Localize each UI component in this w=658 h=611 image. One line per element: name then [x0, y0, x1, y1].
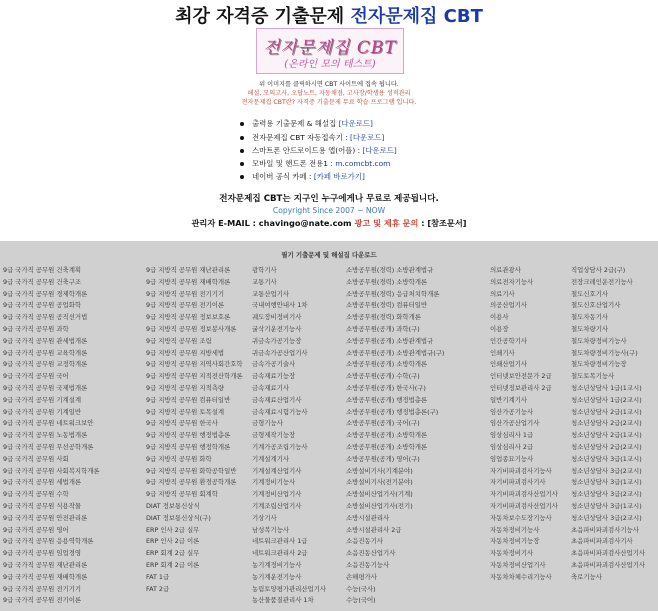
exam-link[interactable]: FAT 2급 — [146, 584, 170, 593]
exam-link[interactable]: 교통산업기사 — [252, 289, 290, 298]
exam-column-5 — [490, 265, 558, 584]
exam-link[interactable]: 9급 지방직 공무원 재난관리론 — [146, 266, 231, 274]
exam-link[interactable]: 청소년상담사 3급(1교시) — [571, 501, 642, 510]
exam-link[interactable]: 소음진동산업기사 — [346, 549, 396, 558]
exam-link[interactable]: 축로기능사 — [571, 572, 602, 581]
exam-column-2 — [146, 265, 243, 595]
link-item-label: 네이버 공식 카페 : — [252, 172, 314, 181]
exam-link[interactable]: 자동차정비기능장 — [490, 537, 540, 546]
exam-column-4 — [346, 265, 444, 607]
exam-link[interactable]: 의료관광사 — [490, 266, 521, 274]
exam-link[interactable]: 청소년상담사 2급(2교시) — [571, 442, 642, 451]
exam-link[interactable]: 철도토목기능사 — [571, 372, 615, 381]
link-item-mobile — [240, 158, 390, 169]
exam-link[interactable]: 9급 국가직 공무원 사회복지학개론 — [3, 466, 100, 475]
exam-link[interactable]: 손해평가사 — [346, 572, 377, 581]
exam-link[interactable]: 직업상담사 2급(구) — [571, 266, 626, 274]
exam-link[interactable]: 기계정비산업기사 — [252, 490, 302, 499]
exam-link[interactable]: 청소년상담사 3급(2교시) — [571, 490, 642, 499]
exam-link[interactable]: 9급 지방직 공무원 전기기기 — [146, 289, 225, 298]
exam-link[interactable]: 9급 지방직 공무원 환경공학개론 — [146, 478, 237, 487]
auto-connector-download-link[interactable]: [다운로드] — [350, 133, 385, 142]
exam-link[interactable]: 청소년상담사 1급(1교시) — [571, 383, 642, 392]
exam-link[interactable]: 소방공무원(공개) 소방학개론 — [346, 431, 428, 440]
exam-link[interactable]: 자기비파괴검사기능사 — [490, 466, 552, 475]
exam-link[interactable]: 9급 국가직 공무원 사회 — [3, 454, 69, 463]
exam-link[interactable]: 소방공무원(공개) 소방관계법규(구) — [346, 348, 445, 357]
exam-link[interactable]: 9급 지방직 공무원 정보봉사개론 — [146, 324, 237, 333]
exam-link[interactable]: 소방설비산업기사(기계) — [346, 490, 413, 499]
exam-link[interactable]: 9급 지방직 공무원 전기이론 — [146, 301, 225, 310]
link-item-label: 출력용 기출문제 & 해설집 — [252, 119, 339, 128]
logo-line2: (온라인 모의 테스트) — [284, 59, 376, 70]
exam-link[interactable]: 임업종묘기능사 — [490, 454, 534, 463]
info-features: 해설, 모의고사, 오답노트, 자동채점, 고사장/학생용 성적관리 — [247, 90, 411, 97]
exam-link[interactable]: 9급 국가직 공무원 무선공학개론 — [3, 442, 94, 451]
exam-link[interactable]: 기계조립산업기사 — [252, 501, 302, 510]
exam-link[interactable]: 소방설비기사(기계분야) — [346, 466, 413, 475]
exam-link[interactable]: 자동차정비산업기사 — [490, 560, 546, 569]
exam-link[interactable]: 철도자동기사 — [571, 313, 609, 322]
exam-link[interactable]: 철도차량정비기능사(구) — [571, 348, 638, 357]
exam-link[interactable]: 소방공무원(경력) 컴퓨터일반 — [346, 301, 428, 310]
exam-link[interactable]: 초음파비파괴검사기능사 — [571, 525, 639, 534]
link-item-naver-cafe — [240, 171, 365, 182]
exam-link[interactable]: 9급 국가직 공무원 건축계획 — [3, 266, 82, 274]
exam-link[interactable]: DIAT 정보통신상식(구) — [146, 513, 211, 522]
reference-doc-link[interactable]: : [참조문서] — [418, 218, 467, 228]
exam-link[interactable]: 소방공무원(공개) 행정법총론(구) — [346, 407, 439, 416]
exam-link[interactable]: 9급 국가직 공무원 전기기기 — [3, 584, 82, 593]
exam-link[interactable]: 금속재료기능장 — [252, 372, 296, 381]
exam-link[interactable]: 금속재료산업기사 — [252, 395, 302, 404]
exam-link[interactable]: 9급 국가직 공무원 전기이론 — [3, 596, 82, 605]
exam-link[interactable]: 9급 지방직 공무원 지역사회간호학 — [146, 360, 243, 369]
exam-link[interactable]: 금형기능사 — [252, 419, 283, 428]
exam-link[interactable]: 9급 국가직 공무원 국어 — [3, 372, 69, 381]
exam-link[interactable]: 소방공무원(공개) 소방관계법규 — [346, 336, 434, 345]
exam-link[interactable]: 교통기사 — [252, 277, 277, 286]
exam-link[interactable]: 이용사 — [490, 313, 509, 322]
exam-link[interactable]: 9급 국가직 공무원 관세법개론 — [3, 336, 88, 345]
mobile-site-link[interactable]: m.comcbt.com — [335, 159, 391, 168]
exam-link[interactable]: 금속가공기술사 — [252, 360, 296, 369]
exam-link[interactable]: ERP 회계 2급 실무 — [146, 549, 200, 558]
exam-link[interactable]: 9급 지방직 공무원 화학 — [146, 454, 212, 463]
exam-link[interactable]: 9급 국가직 공무원 공업화학 — [3, 301, 82, 310]
exam-link[interactable]: DIAT 정보통신상식 — [146, 501, 200, 510]
link-item-label: 전자문제집 CBT 자동접속기 : — [252, 133, 351, 142]
exam-column-3 — [252, 265, 326, 607]
exam-link[interactable]: 소방공무원(공개) 과학(구) — [346, 324, 420, 333]
exam-link[interactable]: 청소년상담사 2급(1교시) — [571, 431, 642, 440]
exam-link[interactable]: 철도차량기사 — [571, 324, 609, 333]
exam-link[interactable]: 소방공무원(경력) 소방학개론 — [346, 277, 428, 286]
exam-link[interactable]: 임상심리사 2급 — [490, 442, 534, 451]
exam-download-panel — [0, 241, 658, 611]
exam-link[interactable]: 소방공무원(경력) 응급처치학개론 — [346, 289, 440, 298]
exam-link[interactable]: 9급 지방직 공무원 정보보호론 — [146, 313, 231, 322]
exam-link[interactable]: 초음파비파괴검사산업기사 — [571, 560, 646, 569]
cbt-logo-banner[interactable] — [256, 28, 404, 74]
exam-link[interactable]: 자동차보수도장기능사 — [490, 513, 552, 522]
exam-link[interactable]: 9급 지방직 공무원 회계학 — [146, 490, 218, 499]
exam-column-6 — [571, 265, 645, 584]
copyright: Copyright Since 2007 ~ NOW — [272, 206, 386, 215]
exam-link[interactable]: 청소년상담사 3급(1교시) — [571, 478, 642, 487]
exam-link[interactable]: 9급 국가직 공무원 노동법개론 — [3, 431, 88, 440]
exam-link[interactable]: 의료전자기능사 — [490, 277, 534, 286]
exam-link[interactable]: 인간공학기사 — [490, 336, 528, 345]
exam-link[interactable]: 9급 지방직 공무원 화학공학일반 — [146, 466, 237, 475]
bullet-icon — [240, 162, 244, 166]
exam-link[interactable]: 소방공무원(공개) 영어(구) — [346, 454, 420, 463]
ad-inquiry-link[interactable]: 광고 및 제휴 문의 — [354, 218, 419, 228]
exam-link[interactable]: 남성복기능사 — [252, 525, 290, 534]
exam-link[interactable]: 국내여행안내사 1차 — [252, 301, 308, 310]
exam-link[interactable]: 인터넷정보관리사 2급 — [490, 383, 552, 392]
exam-link[interactable]: 인쇄기사 — [490, 348, 515, 357]
logo-line1: 전자문제집 CBT — [263, 38, 397, 58]
exam-link[interactable]: 9급 국가직 공무원 재난관리론 — [3, 560, 88, 569]
exam-link[interactable]: 자기비파괴검사산업기사 — [490, 501, 558, 510]
exam-link[interactable]: 9급 지방직 공무원 지적전산학개론 — [146, 372, 243, 381]
exam-link[interactable]: 9급 국가직 공무원 임업경영 — [3, 549, 82, 558]
exam-link[interactable]: 철도신호기사 — [571, 289, 609, 298]
exam-link[interactable]: 소방공무원(경력) 화학개론 — [346, 313, 421, 322]
exam-link[interactable]: 소방시설관리사 — [346, 513, 390, 522]
bullet-icon — [240, 149, 244, 153]
exam-link[interactable]: FAT 1급 — [146, 572, 170, 581]
exam-link[interactable]: 9급 국가직 공무원 교정학개론 — [3, 360, 88, 369]
exam-link[interactable]: 금속재료기사 — [252, 383, 290, 392]
exam-link[interactable]: 네트워크관리사 1급 — [252, 537, 308, 546]
exam-link[interactable]: 청소년상담사 2급(2교시) — [571, 419, 642, 428]
exam-link[interactable]: 9급 국가직 공무원 식용작물 — [3, 501, 82, 510]
exam-link[interactable]: 수능(국어) — [346, 596, 376, 605]
exam-link[interactable]: 청소년상담사 3급(2교시) — [571, 513, 642, 522]
bullet-icon — [240, 175, 244, 179]
exam-link[interactable]: 기계설계산업기사 — [252, 466, 302, 475]
admin-email[interactable]: 관리자 E-MAIL : chavingo@nate.com — [191, 218, 352, 228]
exam-link[interactable]: 궤도장비정비기사 — [252, 313, 302, 322]
exam-link[interactable]: 9급 지방직 공무원 재배학개론 — [146, 277, 231, 286]
exam-link[interactable]: 소음진동기사 — [346, 537, 384, 546]
exam-link[interactable]: 금속재료시험기능사 — [252, 407, 308, 416]
exam-link[interactable]: 9급 국가직 공무원 재배학개론 — [3, 572, 88, 581]
android-app-download-link[interactable]: [다운로드] — [362, 146, 397, 155]
free-notice: 전자문제집 CBT는 지구인 누구에게나 무료로 제공됩니다. — [219, 194, 439, 204]
title-main: 최강 자격증 기출문제 — [175, 6, 345, 27]
exam-link[interactable]: 기계가공조립기능사 — [252, 442, 308, 451]
exam-link[interactable]: 기계정비기능사 — [252, 478, 296, 487]
exam-link[interactable]: 9급 지방직 공무원 컴퓨터일반 — [146, 395, 231, 404]
exam-link[interactable]: 9급 국가직 공무원 경제학개론 — [3, 289, 88, 298]
panel-heading: 필기 기출문제 및 해설집 다운로드 — [281, 251, 377, 259]
title-accent: 전자문제집 CBT — [350, 6, 483, 27]
exam-link[interactable]: 자동차정비기능사 — [490, 525, 540, 534]
exam-link[interactable]: 9급 국가직 공무원 기계설계 — [3, 395, 82, 404]
page-title — [0, 2, 658, 28]
exam-link[interactable]: 의공산업기사 — [490, 301, 528, 310]
exam-link[interactable]: 9급 국가직 공무원 수학 — [3, 490, 69, 499]
exam-link[interactable]: 자기비파괴검사산업기사 — [490, 490, 558, 499]
exam-link[interactable]: 소방공무원(경력) 소방관계법규 — [346, 266, 434, 274]
exam-link[interactable]: 9급 국가직 공무원 건축구조 — [3, 277, 82, 286]
exam-link[interactable]: 9급 지방직 공무원 행정학개론 — [146, 442, 231, 451]
exam-link[interactable]: 청소년상담사 3급(1교시) — [571, 454, 642, 463]
exam-link[interactable]: 9급 국가직 공무원 공직선거법 — [3, 313, 88, 322]
exam-link[interactable]: 9급 지방직 공무원 지적측량 — [146, 383, 225, 392]
exam-link[interactable]: 자기비파괴검사기사 — [490, 478, 546, 487]
exam-link[interactable]: 인쇄산업기사 — [490, 360, 528, 369]
exam-link[interactable]: 9급 국가직 공무원 국제법개론 — [3, 383, 88, 392]
exam-link[interactable]: 네트워크관리사 2급 — [252, 549, 308, 558]
exam-link[interactable]: ERP 인사 2급 실무 — [146, 525, 200, 534]
exam-link[interactable]: 9급 지방직 공무원 한국사 — [146, 419, 218, 428]
bullet-icon — [240, 136, 244, 140]
exam-link[interactable]: 인터넷보안전문가 2급 — [490, 372, 552, 381]
exam-link[interactable]: 9급 국가직 공무원 네트워크보안 — [3, 419, 94, 428]
exam-link[interactable]: 소방공무원(공개) 소방학개론 — [346, 442, 428, 451]
exam-column-1 — [3, 265, 100, 607]
exam-link[interactable]: 철도차량정비기능사 — [571, 336, 627, 345]
exam-link[interactable]: 초음파비파괴검사기사 — [571, 537, 633, 546]
exam-link[interactable]: 굴삭기운전기능사 — [252, 324, 302, 333]
exam-link[interactable]: 9급 국가직 공무원 영어 — [3, 525, 69, 534]
exam-link[interactable]: 의료기사 — [490, 289, 515, 298]
exam-link[interactable]: 초음파비파괴검사산업기사 — [571, 549, 646, 558]
exam-link[interactable]: 소방설비산업기사(전기) — [346, 501, 413, 510]
link-item-label: 스마트폰 안드로이드용 앱(어플) : — [252, 146, 363, 155]
exam-link[interactable]: 광학기사 — [252, 266, 277, 274]
exam-link[interactable]: 9급 국가직 공무원 세법개론 — [3, 478, 82, 487]
link-item-auto-connector — [240, 132, 384, 143]
exam-link[interactable]: 9급 국가직 공무원 교육학개론 — [3, 348, 88, 357]
exam-link[interactable]: 철도차량정비기능장 — [571, 360, 627, 369]
link-item-label: 모바일 및 핸드폰 전용1 : — [252, 159, 336, 168]
info-click-notice: 위 이미지를 클릭하시면 CBT 사이트에 접속 됩니다. — [259, 81, 399, 88]
print-download-link[interactable]: [다운로드] — [338, 119, 373, 128]
admin-contact — [0, 218, 658, 229]
exam-link[interactable]: 9급 지방직 공무원 지방세법 — [146, 348, 225, 357]
exam-link[interactable]: ERP 인사 2급 이론 — [146, 537, 200, 546]
exam-link[interactable]: 자동차정비기사 — [490, 549, 534, 558]
exam-link[interactable]: 자동차차체수리기능사 — [490, 572, 552, 581]
exam-link[interactable]: 농기계정비기능사 — [252, 560, 302, 569]
exam-link[interactable]: 소음진동기능사 — [346, 560, 390, 569]
exam-link[interactable]: 귀금속가공산업기사 — [252, 348, 308, 357]
exam-link[interactable]: ERP 회계 2급 이론 — [146, 560, 200, 569]
exam-link[interactable]: 철도신호산업기사 — [571, 301, 621, 310]
exam-link[interactable]: 9급 국가직 공무원 안전관리론 — [3, 513, 88, 522]
exam-link[interactable]: 청소년상담사 2급(1교시) — [571, 407, 642, 416]
exam-link[interactable]: 일반기계기사 — [490, 395, 528, 404]
exam-link[interactable]: 소방공무원(공개) 한국사(구) — [346, 383, 426, 392]
exam-link[interactable]: 귀금속가공기능장 — [252, 336, 302, 345]
exam-link[interactable]: 금형제작기능장 — [252, 431, 296, 440]
exam-link[interactable]: 소방공무원(공개) 소방학개론 — [346, 360, 428, 369]
exam-link[interactable]: 임산가공산업기사 — [490, 419, 540, 428]
link-item-android-app — [240, 145, 397, 156]
exam-link[interactable]: 소방공무원(공개) 행정법총론 — [346, 395, 428, 404]
exam-link[interactable]: 임상심리사 1급 — [490, 431, 534, 440]
exam-link[interactable]: 소방공무원(공개) 국어(구) — [346, 419, 420, 428]
bullet-icon — [240, 122, 244, 126]
exam-link[interactable]: 소방공무원(공개) 수학(구) — [346, 372, 420, 381]
exam-link[interactable]: 기상기사 — [252, 513, 277, 522]
exam-link[interactable]: 소방설비기사(전기분야) — [346, 478, 413, 487]
exam-link[interactable]: 농림토양평가관리산업기사 — [252, 584, 327, 593]
exam-link[interactable]: 9급 국가직 공무원 과학 — [3, 324, 69, 333]
exam-link[interactable]: 기계설계기사 — [252, 454, 290, 463]
exam-link[interactable]: 9급 국가직 공무원 응용역학개론 — [3, 537, 94, 546]
exam-link[interactable]: 농산물품질관리사 1차 — [252, 596, 314, 605]
exam-link[interactable]: 9급 지방직 공무원 토목설계 — [146, 407, 225, 416]
exam-link[interactable]: 청소년상담사 3급(2교시) — [571, 466, 642, 475]
exam-link[interactable]: 청소년상담사 1급(2교시) — [571, 395, 642, 404]
exam-link[interactable]: 전장크레인운전기능사 — [571, 277, 633, 286]
exam-link[interactable]: 9급 지방직 공무원 행정법총론 — [146, 431, 231, 440]
exam-link[interactable]: 수능(국사) — [346, 584, 376, 593]
exam-link[interactable]: 9급 지방직 공무원 조림 — [146, 336, 212, 345]
exam-link[interactable]: 소방시설관리사 2급 — [346, 525, 402, 534]
exam-link[interactable]: 임산가공기능사 — [490, 407, 534, 416]
link-item-print-download — [240, 118, 373, 129]
info-description: 전자문제집 CBT란? 자격증 기출문제 무료 학습 프로그램 입니다. — [241, 99, 417, 106]
exam-link[interactable]: 농기계운전기능사 — [252, 572, 302, 581]
naver-cafe-link[interactable]: [카페 바로가기] — [313, 172, 365, 181]
exam-link[interactable]: 이용장 — [490, 324, 509, 333]
exam-link[interactable]: 9급 국가직 공무원 기계일반 — [3, 407, 82, 416]
